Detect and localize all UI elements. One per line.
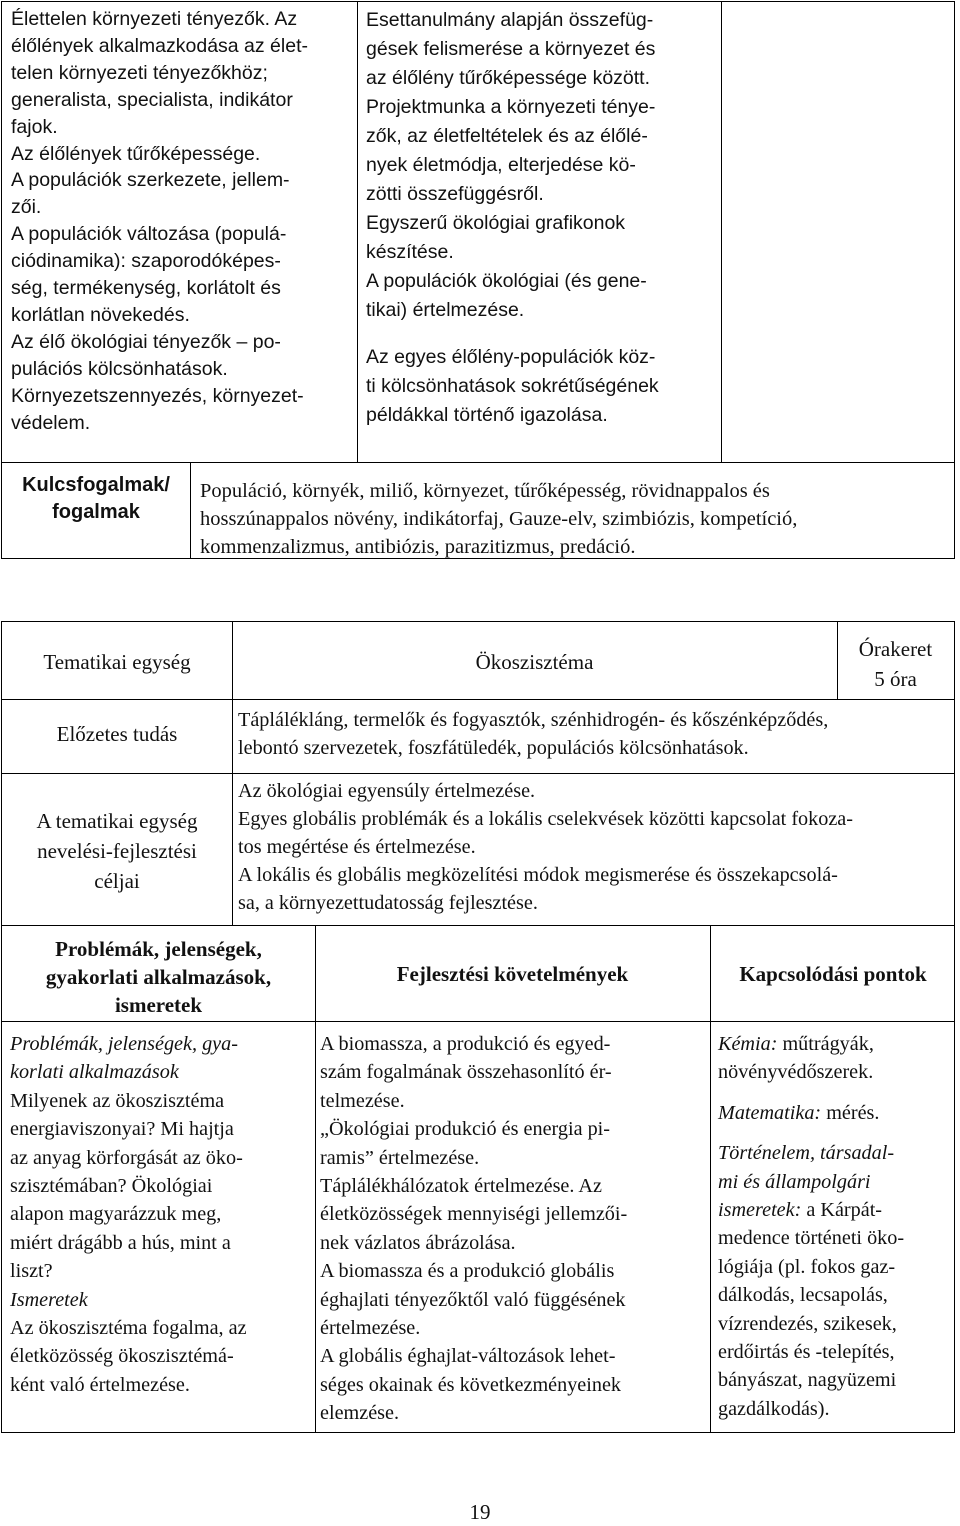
text-line: telmezése. <box>320 1089 405 1112</box>
text-line: Problémák, jelenségek, <box>55 937 262 961</box>
text-line: az élőlény tűrőképessége között. <box>366 67 651 89</box>
table-ecosystem-unit <box>1 621 955 1433</box>
text-line: szám fogalmának összehasonlító ér- <box>320 1061 612 1084</box>
text-line: nevelési-fejlesztési <box>37 839 197 863</box>
text-line: A biomassza, a produkció és egyed- <box>320 1033 611 1055</box>
text-line: Táplálékláng, termelők és fogyasztók, szénhidrogén- és kőszénképződés, <box>238 709 829 731</box>
text-line: A populációk változása (populá- <box>11 223 287 246</box>
text-line: élőlények alkalmazkodása az élet- <box>11 34 308 57</box>
text-line: Egyes globális problémák és a lokális cselekvések közötti kapcsolat fokoza- <box>238 808 853 830</box>
text-line: Az ökoszisztéma fogalma, az <box>10 1317 247 1340</box>
column-divider <box>190 462 191 558</box>
subject-history: Történelem, társadal- <box>718 1142 895 1165</box>
prior-knowledge-text <box>238 706 828 762</box>
text-line: elemzése. <box>320 1402 400 1425</box>
text-fragment: műtrágyák, <box>782 1033 874 1055</box>
text-line: bányászat, nagyüzemi <box>718 1369 897 1392</box>
text-line: az anyag körforgását az öko- <box>10 1146 243 1169</box>
column-divider <box>232 773 233 925</box>
text-line: A biomassza és a produkció globális <box>320 1260 615 1283</box>
subheading-problems: Problémák, jelenségek, gya- <box>10 1033 238 1055</box>
text-line: A populációk szerkezete, jellem- <box>11 169 290 192</box>
text-line <box>718 1099 904 1127</box>
text-line: fogalmak <box>52 501 140 523</box>
column-divider <box>710 925 711 1432</box>
text-line: kommenzalizmus, antibiózis, parazitizmus, predáció. <box>200 536 636 558</box>
text-line: lógiája (pl. fokos gaz- <box>718 1255 896 1278</box>
text-line: korlátlan növekedés. <box>11 303 190 326</box>
header-unit-label: Tematikai egység <box>43 650 191 674</box>
text-line: zők, az életfeltételek és az élőlé- <box>366 125 648 147</box>
text-line: lebontó szervezetek, foszfátüledék, populációs kölcsönhatások. <box>238 737 749 759</box>
text-line: medence történeti öko- <box>718 1227 905 1250</box>
column-divider <box>315 925 316 1432</box>
text-line: ként való értelmezése. <box>10 1373 190 1396</box>
header-unit-title: Ökoszisztéma <box>475 650 594 674</box>
text-line: életközösségek mennyiségi jellemzői- <box>320 1203 628 1226</box>
column-header-problems <box>2 935 315 1019</box>
text-line: éghajlati tényezőktől való függésének <box>320 1288 626 1311</box>
page-number: 19 <box>469 1500 491 1524</box>
text-line: Élettelen környezeti tényezők. Az <box>11 8 298 30</box>
text-line: gazdálkodás). <box>718 1397 830 1420</box>
text-line: zői. <box>11 196 42 219</box>
text-line: ramis” értelmezése. <box>320 1146 480 1169</box>
text-line: A globális éghajlat-változások lehet- <box>320 1345 616 1368</box>
prior-knowledge-label: Előzetes tudás <box>56 722 178 746</box>
text-fragment: a Kárpát- <box>806 1199 883 1222</box>
text-line: tos megértése és értelmezése. <box>238 836 476 858</box>
text-line: ti kölcsönhatások sokrétűségének <box>366 375 659 397</box>
text-line: nyek életmódja, elterjedése kö- <box>366 154 636 176</box>
subject-mathematics: Matematika: <box>718 1101 822 1124</box>
row-divider <box>2 462 954 463</box>
text-line: telen környezeti tényezőkhöz; <box>11 61 268 84</box>
text-line: Az egyes élőlény-populációk köz- <box>366 346 656 368</box>
text-line: Órakeret <box>858 637 933 661</box>
column-header-requirements: Fejlesztési követelmények <box>396 962 629 986</box>
table-topics-part <box>1 1 955 559</box>
text-line: „Ökológiai produkció és energia pi- <box>320 1118 611 1141</box>
text-line: zötti összefüggésről. <box>366 183 544 205</box>
row-divider <box>2 925 954 926</box>
text-line: növényvédőszerek. <box>718 1061 874 1084</box>
text-line: Egyszerű ökológiai grafikonok <box>366 212 626 234</box>
text-line: ciódinamika): szaporodóképes- <box>11 250 281 273</box>
text-line: Populáció, környék, miliő, környezet, tűrőképesség, rövidnappalos és <box>200 480 770 502</box>
text-line: hosszúnappalos növény, indikátorfaj, Gauze-elv, szimbiózis, kompetíció, <box>200 508 798 530</box>
text-line: vízrendezés, szikesek, <box>718 1312 897 1335</box>
requirements-cell <box>320 1030 627 1428</box>
text-line: Esettanulmány alapján összefüg- <box>366 9 654 31</box>
text-line: védelem. <box>11 411 91 434</box>
text-line: példákkal történő igazolása. <box>366 404 608 426</box>
text-line: A lokális és globális megközelítési módok megismerése és összekapcsolá- <box>238 864 838 886</box>
subject-history: mi és állampolgári <box>718 1170 871 1193</box>
text-line: miért drágább a hús, mint a <box>10 1231 231 1254</box>
text-line: gések felismerése a környezet és <box>366 38 656 60</box>
text-line: 5 óra <box>874 667 917 691</box>
goals-label <box>2 806 232 896</box>
text-line: Kulcsfogalmak/ <box>22 474 170 496</box>
text-line <box>718 1030 904 1058</box>
text-line: A populációk ökológiai (és gene- <box>366 270 647 292</box>
text-line: erdőirtás és -telepítés, <box>718 1341 895 1364</box>
subject-history: ismeretek: <box>718 1199 802 1222</box>
header-hours <box>837 634 954 694</box>
column-divider <box>232 699 233 773</box>
text-line: értelmezése. <box>320 1317 421 1340</box>
subject-chemistry: Kémia: <box>718 1033 778 1055</box>
text-line <box>718 1196 904 1224</box>
text-line: céljai <box>94 869 140 893</box>
text-line: életközösség ökoszisztémá- <box>10 1345 234 1368</box>
text-line: liszt? <box>10 1260 53 1283</box>
content-cell <box>2 2 358 462</box>
column-header-connections: Kapcsolódási pontok <box>739 962 927 986</box>
subheading-problems: korlati alkalmazások <box>10 1061 179 1084</box>
text-line: készítése. <box>366 241 454 263</box>
text-line: ismeretek <box>114 993 203 1017</box>
text-line: fajok. <box>11 115 58 138</box>
text-line: A tematikai egység <box>36 809 198 833</box>
text-line: nek vázlatos ábrázolása. <box>320 1231 516 1254</box>
text-line: alapon magyarázzuk meg, <box>10 1203 222 1226</box>
text-line: pulációs kölcsönhatások. <box>11 357 228 380</box>
key-concepts-text <box>200 477 797 561</box>
problems-cell <box>10 1030 247 1399</box>
subheading-knowledge: Ismeretek <box>10 1288 88 1311</box>
text-line: szisztémában? Ökológiai <box>10 1175 213 1198</box>
row-divider <box>2 773 954 774</box>
text-line: Az ökológiai egyensúly értelmezése. <box>238 780 536 802</box>
text-line: Az élőlények tűrőképessége. <box>11 142 261 165</box>
key-concepts-label <box>2 472 190 526</box>
text-line: Az élő ökológiai tényezők – po- <box>11 330 281 353</box>
text-line: energiaviszonyai? Mi hajtja <box>10 1118 234 1141</box>
text-fragment: mérés. <box>826 1101 880 1124</box>
text-line: generalista, specialista, indikátor <box>11 88 293 111</box>
text-line: séges okainak és következményeinek <box>320 1373 622 1396</box>
text-line: Milyenek az ökoszisztéma <box>10 1089 225 1112</box>
text-line: ség, termékenység, korlátolt és <box>11 277 281 300</box>
text-line: gyakorlati alkalmazások, <box>45 965 272 989</box>
text-line: dálkodás, lecsapolás, <box>718 1284 888 1307</box>
text-line: sa, a környezettudatosság fejlesztése. <box>238 892 538 914</box>
text-line: Környezetszennyezés, környezet- <box>11 384 304 407</box>
requirements-cell <box>358 2 722 462</box>
text-line: tikai) értelmezése. <box>366 299 525 321</box>
text-line: Projektmunka a környezeti ténye- <box>366 96 656 118</box>
connections-cell <box>718 1030 904 1423</box>
text-line: Táplálékhálózatok értelmezése. Az <box>320 1175 602 1198</box>
goals-text <box>238 777 853 917</box>
row-divider <box>2 1021 954 1022</box>
row-divider <box>2 699 954 700</box>
